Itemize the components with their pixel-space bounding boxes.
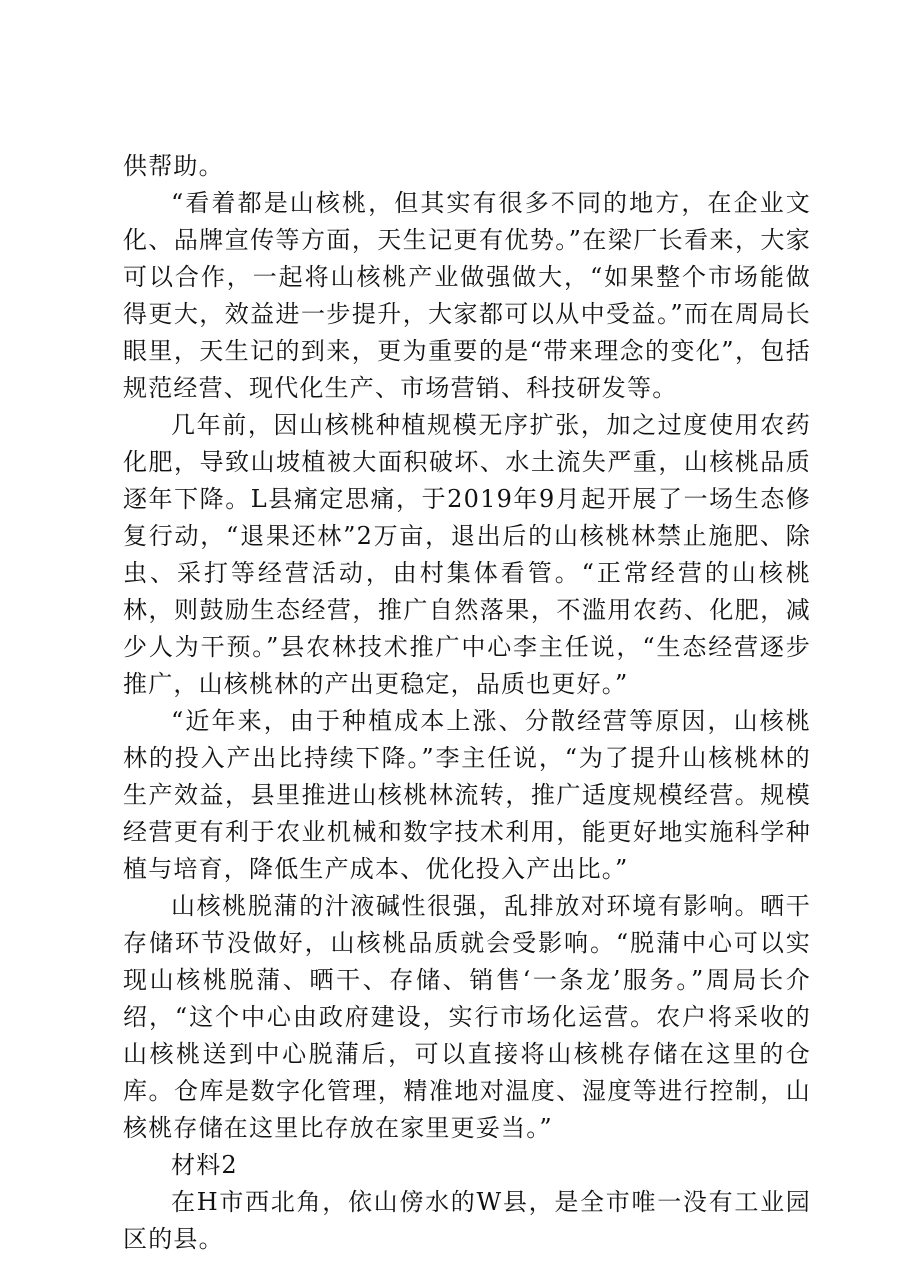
paragraph: 山核桃脱蒲的汁液碱性很强，乱排放对环境有影响。晒干存储环节没做好，山核桃品质就会受影响。“脱蒲中心可以实现山核桃脱蒲、晒干、存储、销售‘一条龙’服务。”周局长介绍，“这个中心由政府建设，实行市场化运营。农户将采收的山核桃送到中心脱蒲后，可以直接将山核桃存储在这里的仓库。仓库是数字化管理，精准地对温度、湿度等进行控制，山核桃存储在这里比存放在家里更妥当。”: [123, 892, 811, 1142]
paragraph: “看着都是山核桃，但其实有很多不同的地方，在企业文化、品牌宣传等方面，天生记更有优势。”在梁厂长看来，大家可以合作，一起将山核桃产业做强做大，“如果整个市场能做得更大，效益进一步提升，大家都可以从中受益。”而在周局长眼里，天生记的到来，更为重要的是“带来理念的变化”，包括规范经营、现代化生产、市场营销、科技研发等。: [123, 189, 811, 402]
paragraph: 供帮助。: [123, 152, 224, 180]
paragraph: 在H市西北角，依山傍水的W县，是全市唯一没有工业园区的县。: [123, 1188, 811, 1253]
section-heading: 材料2: [171, 1151, 238, 1179]
paragraph: 几年前，因山核桃种植规模无序扩张，加之过度使用农药化肥，导致山坡植被大面积破坏、水土流失严重，山核桃品质逐年下降。L县痛定思痛，于2019年9月起开展了一场生态修复行动，“退果还林”2万亩，退出后的山核桃林禁止施肥、除虫、采打等经营活动，由村集体看管。“正常经营的山核桃林，则鼓励生态经营，推广自然落果，不滥用农药、化肥，减少人为干预。”县农林技术推广中心李主任说，“生态经营逐步推广，山核桃林的产出更稳定，品质也更好。”: [123, 411, 811, 698]
paragraph: “近年来，由于种植成本上涨、分散经营等原因，山核桃林的投入产出比持续下降。”李主任说，“为了提升山核桃林的生产效益，县里推进山核桃林流转，推广适度规模经营。规模经营更有利于农业机械和数字技术利用，能更好地实施科学种植与培育，降低生产成本、优化投入产出比。”: [123, 707, 811, 883]
document-body: [123, 148, 811, 1258]
